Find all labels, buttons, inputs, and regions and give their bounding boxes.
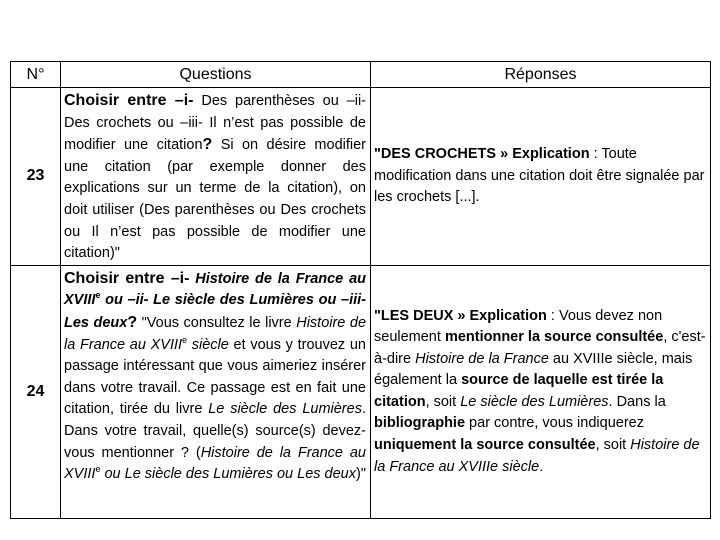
question-text: Choisir entre –i- Histoire de la France au XVIIIe ou –ii- Le siècle des Lumières ou –iii-Les deux? "Vous consultez le livre Histoire de la France au XVIIIe siècle et vous y trouvez un passage intéressant que vous aimeriez insérer dans votre travail. Ce passage est en fait une citation, tirée du livre Le siècle des Lumières. Dans votre travail, quelle(s) source(s) devez-vous mentionner ? (Histoire de la France au XVIIIe ou Le siècle des Lumières ou Les deux)" [61,265,371,518]
answer-lead: "LES DEUX » Explication [374,307,547,324]
question-lead: Choisir entre –i- [64,269,190,287]
question-lead: Choisir entre –i- [64,92,194,109]
header-row [11,62,711,88]
question-text: Choisir entre –i- Des parenthèses ou –ii- Des crochets ou –iii- Il n’est pas possible de modifier une citation? Si on désire modifier une citation (par exemple donner des explications sur un terme de la citation), on doit utiliser (Des parenthèses ou Des crochets ou Il n’est pas possible de modifier une citation)" [61,88,371,266]
header-questions: Questions [61,62,371,88]
table-row [11,265,711,518]
header-answers: Réponses [371,62,711,88]
answer-lead: "DES CROCHETS » Explication [374,145,590,162]
header-number: N° [11,62,61,88]
table-row [11,88,711,266]
question-number: 24 [11,265,61,518]
quiz-table [10,61,711,519]
answer-text: "DES CROCHETS » Explication : Toute modification dans une citation doit être signalée par les crochets [...]. [371,88,711,266]
answer-text: "LES DEUX » Explication : Vous devez non seulement mentionner la source consultée, c'est-à-dire Histoire de la France au XVIIIe siècle, mais également la source de laquelle est tirée la citation, soit Le siècle des Lumières. Dans la bibliographie par contre, vous indiquerez uniquement la source consultée, soit Histoire de la France au XVIIIe siècle. [371,265,711,518]
question-number: 23 [11,88,61,266]
